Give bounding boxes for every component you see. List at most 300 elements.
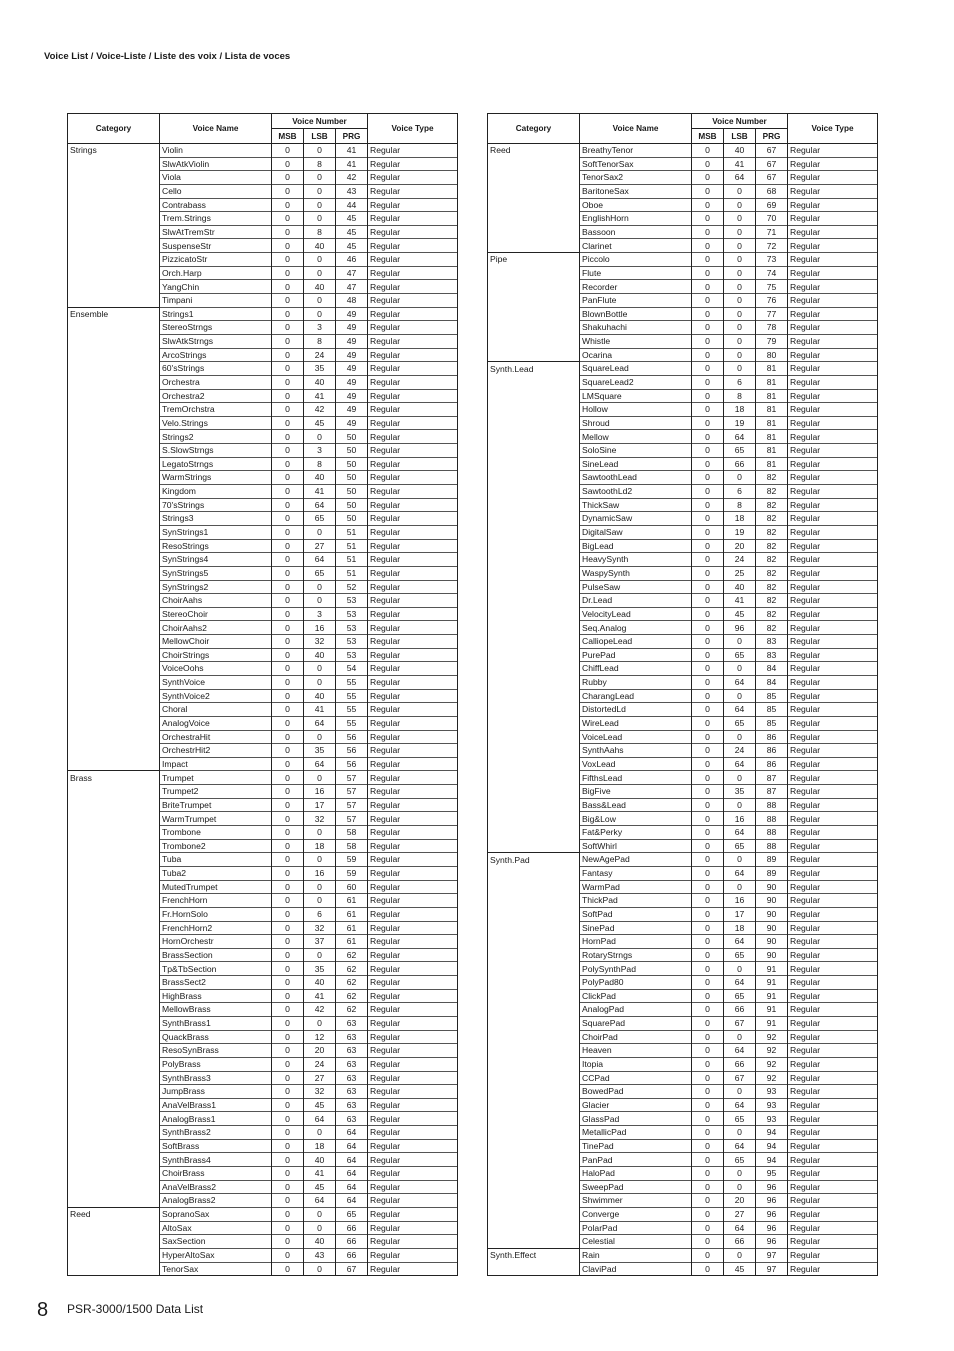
table-row	[488, 771, 878, 785]
table-row	[68, 253, 458, 267]
table-row	[488, 962, 878, 976]
category-cell	[68, 662, 160, 676]
lsb-cell: 8	[304, 334, 336, 348]
lsb-cell: 8	[304, 457, 336, 471]
prg-cell: 63	[336, 1030, 368, 1044]
category-cell	[68, 430, 160, 444]
category-cell	[68, 225, 160, 239]
table-row	[488, 689, 878, 703]
voice-type-cell: Regular	[788, 485, 878, 499]
table-row	[68, 1262, 458, 1276]
category-cell	[488, 294, 580, 308]
lsb-cell: 64	[724, 757, 756, 771]
voice-type-cell: Regular	[788, 225, 878, 239]
category-cell	[68, 485, 160, 499]
lsb-cell: 18	[724, 921, 756, 935]
lsb-cell: 3	[304, 607, 336, 621]
msb-cell: 0	[272, 239, 304, 253]
lsb-cell: 32	[304, 1085, 336, 1099]
lsb-cell: 42	[304, 403, 336, 417]
table-row	[488, 403, 878, 417]
voice-name-cell: CharangLead	[580, 689, 692, 703]
prg-cell: 68	[756, 184, 788, 198]
prg-cell: 90	[756, 935, 788, 949]
msb-cell: 0	[692, 1139, 724, 1153]
msb-cell: 0	[272, 157, 304, 171]
lsb-cell: 0	[724, 294, 756, 308]
voice-name-cell: RotaryStrngs	[580, 948, 692, 962]
prg-cell: 67	[336, 1262, 368, 1276]
table-row	[68, 948, 458, 962]
voice-type-cell: Regular	[368, 839, 458, 853]
table-row	[488, 703, 878, 717]
msb-cell: 0	[692, 1207, 724, 1221]
lsb-cell: 0	[304, 675, 336, 689]
category-cell	[68, 648, 160, 662]
lsb-cell: 0	[724, 225, 756, 239]
prg-cell: 49	[336, 321, 368, 335]
lsb-cell: 0	[304, 294, 336, 308]
prg-cell: 95	[756, 1167, 788, 1181]
prg-cell: 82	[756, 607, 788, 621]
voice-name-cell: DynamicSaw	[580, 512, 692, 526]
voice-name-cell: SoftWhirl	[580, 839, 692, 853]
table-row	[68, 266, 458, 280]
voice-type-cell: Regular	[368, 1194, 458, 1208]
voice-name-cell: AnalogBrass1	[160, 1112, 272, 1126]
prg-cell: 50	[336, 457, 368, 471]
category-cell	[68, 730, 160, 744]
prg-cell: 92	[756, 1044, 788, 1058]
lsb-cell: 65	[724, 1112, 756, 1126]
msb-cell: 0	[692, 1180, 724, 1194]
prg-cell: 52	[336, 580, 368, 594]
lsb-cell: 0	[724, 1248, 756, 1262]
table-row	[68, 757, 458, 771]
msb-cell: 0	[692, 635, 724, 649]
lsb-cell: 40	[304, 1153, 336, 1167]
prg-cell: 74	[756, 266, 788, 280]
table-row	[488, 812, 878, 826]
voice-type-cell: Regular	[788, 430, 878, 444]
msb-cell: 0	[692, 594, 724, 608]
voice-name-cell: SynthBrass4	[160, 1153, 272, 1167]
msb-cell: 0	[692, 948, 724, 962]
voice-number-header: Voice Number	[692, 114, 788, 129]
category-cell	[488, 1180, 580, 1194]
voice-name-cell: Shakuhachi	[580, 321, 692, 335]
table-row	[488, 635, 878, 649]
msb-cell: 0	[692, 294, 724, 308]
lsb-cell: 32	[304, 635, 336, 649]
voice-type-cell: Regular	[368, 948, 458, 962]
voice-name-cell: Dr.Lead	[580, 594, 692, 608]
prg-cell: 85	[756, 703, 788, 717]
voice-type-cell: Regular	[368, 757, 458, 771]
category-cell	[488, 389, 580, 403]
lsb-cell: 40	[724, 580, 756, 594]
msb-cell: 0	[692, 430, 724, 444]
lsb-cell: 0	[724, 471, 756, 485]
voice-type-cell: Regular	[368, 389, 458, 403]
table-row	[488, 321, 878, 335]
category-cell	[488, 798, 580, 812]
msb-cell: 0	[272, 580, 304, 594]
prg-cell: 55	[336, 689, 368, 703]
table-row	[68, 689, 458, 703]
prg-cell: 64	[336, 1126, 368, 1140]
lsb-cell: 0	[724, 362, 756, 376]
table-row	[488, 1071, 878, 1085]
voice-name-cell: AnalogBrass2	[160, 1194, 272, 1208]
category-cell	[68, 962, 160, 976]
table-row	[488, 839, 878, 853]
voice-type-cell: Regular	[788, 525, 878, 539]
table-row	[488, 921, 878, 935]
prg-cell: 90	[756, 880, 788, 894]
msb-cell: 0	[692, 171, 724, 185]
lsb-cell: 18	[304, 1139, 336, 1153]
prg-cell: 61	[336, 907, 368, 921]
prg-cell: 53	[336, 607, 368, 621]
table-row	[68, 962, 458, 976]
voice-type-cell: Regular	[788, 853, 878, 867]
msb-cell: 0	[692, 457, 724, 471]
voice-name-cell: StereoChoir	[160, 607, 272, 621]
lsb-cell: 0	[724, 334, 756, 348]
msb-cell: 0	[272, 1071, 304, 1085]
voice-name-cell: SynthBrass2	[160, 1126, 272, 1140]
footer-title: PSR-3000/1500 Data List	[67, 1302, 204, 1316]
lsb-cell: 0	[724, 184, 756, 198]
table-row	[488, 471, 878, 485]
lsb-cell: 35	[304, 362, 336, 376]
msb-cell: 0	[692, 362, 724, 376]
prg-cell: 56	[336, 730, 368, 744]
voice-type-cell: Regular	[368, 430, 458, 444]
table-row	[488, 1112, 878, 1126]
table-row	[488, 730, 878, 744]
category-cell: Synth.Lead	[488, 362, 580, 376]
msb-cell: 0	[692, 812, 724, 826]
voice-name-cell: BreathyTenor	[580, 144, 692, 158]
table-row	[68, 566, 458, 580]
msb-cell: 0	[692, 921, 724, 935]
msb-cell: 0	[692, 1194, 724, 1208]
table-row	[68, 389, 458, 403]
lsb-cell: 0	[304, 144, 336, 158]
msb-cell: 0	[272, 921, 304, 935]
voice-type-cell: Regular	[368, 1235, 458, 1249]
table-row	[488, 894, 878, 908]
category-cell	[488, 1071, 580, 1085]
msb-cell: 0	[692, 348, 724, 362]
voice-name-cell: Trombone2	[160, 839, 272, 853]
msb-header: MSB	[692, 129, 724, 144]
voice-type-cell: Regular	[788, 157, 878, 171]
voice-name-cell: SineLead	[580, 457, 692, 471]
lsb-cell: 0	[304, 948, 336, 962]
msb-cell: 0	[272, 716, 304, 730]
voice-type-cell: Regular	[368, 253, 458, 267]
table-row	[68, 1207, 458, 1221]
prg-cell: 53	[336, 648, 368, 662]
voice-name-cell: Orch.Harp	[160, 266, 272, 280]
voice-name-cell: WarmStrings	[160, 471, 272, 485]
table-row	[68, 1194, 458, 1208]
msb-cell: 0	[272, 144, 304, 158]
category-cell	[488, 894, 580, 908]
msb-cell: 0	[272, 935, 304, 949]
category-cell	[68, 853, 160, 867]
voice-name-cell: SlwAtkStrngs	[160, 334, 272, 348]
voice-name-cell: BrassSect2	[160, 976, 272, 990]
msb-cell: 0	[692, 416, 724, 430]
table-row	[488, 566, 878, 580]
voice-name-cell: SquarePad	[580, 1017, 692, 1031]
table-row	[488, 1003, 878, 1017]
lsb-cell: 18	[304, 839, 336, 853]
category-cell: Reed	[68, 1207, 160, 1221]
msb-cell: 0	[272, 1098, 304, 1112]
voice-type-cell: Regular	[368, 689, 458, 703]
category-cell	[68, 444, 160, 458]
voice-type-cell: Regular	[788, 1017, 878, 1031]
prg-cell: 91	[756, 962, 788, 976]
msb-cell: 0	[272, 757, 304, 771]
prg-cell: 45	[336, 239, 368, 253]
voice-type-cell: Regular	[788, 348, 878, 362]
voice-type-cell: Regular	[788, 184, 878, 198]
voice-type-cell: Regular	[788, 1057, 878, 1071]
voice-name-cell: Trombone	[160, 826, 272, 840]
prg-cell: 93	[756, 1112, 788, 1126]
msb-cell: 0	[272, 416, 304, 430]
msb-cell: 0	[692, 1221, 724, 1235]
category-cell	[488, 594, 580, 608]
voice-type-cell: Regular	[368, 744, 458, 758]
voice-type-cell: Regular	[368, 525, 458, 539]
lsb-cell: 0	[304, 853, 336, 867]
category-cell	[488, 184, 580, 198]
msb-cell: 0	[692, 444, 724, 458]
category-cell	[488, 1085, 580, 1099]
voice-name-cell: HaloPad	[580, 1167, 692, 1181]
table-row	[488, 1153, 878, 1167]
voice-name-cell: Oboe	[580, 198, 692, 212]
table-row	[488, 907, 878, 921]
voice-name-cell: WarmPad	[580, 880, 692, 894]
category-cell	[68, 212, 160, 226]
msb-cell: 0	[692, 1003, 724, 1017]
msb-cell: 0	[272, 225, 304, 239]
voice-name-cell: PurePad	[580, 648, 692, 662]
lsb-cell: 64	[724, 935, 756, 949]
prg-cell: 47	[336, 280, 368, 294]
category-cell	[488, 648, 580, 662]
prg-cell: 64	[336, 1139, 368, 1153]
table-row	[68, 1044, 458, 1058]
table-row	[488, 1098, 878, 1112]
table-row	[68, 553, 458, 567]
table-row	[68, 375, 458, 389]
prg-cell: 85	[756, 689, 788, 703]
voice-name-cell: Shwimmer	[580, 1194, 692, 1208]
voice-name-cell: SinePad	[580, 921, 692, 935]
msb-cell: 0	[272, 1003, 304, 1017]
table-row	[488, 416, 878, 430]
prg-cell: 59	[336, 866, 368, 880]
table-row	[488, 184, 878, 198]
voice-type-cell: Regular	[368, 853, 458, 867]
category-cell	[488, 744, 580, 758]
msb-cell: 0	[272, 266, 304, 280]
table-row	[68, 853, 458, 867]
msb-cell: 0	[692, 675, 724, 689]
msb-cell: 0	[272, 1085, 304, 1099]
category-cell: Ensemble	[68, 307, 160, 321]
voice-name-cell: Mellow	[580, 430, 692, 444]
voice-type-cell: Regular	[368, 198, 458, 212]
voice-name-cell: SawtoothLd2	[580, 485, 692, 499]
table-row	[488, 594, 878, 608]
msb-cell: 0	[692, 280, 724, 294]
msb-cell: 0	[272, 485, 304, 499]
voice-name-cell: Shroud	[580, 416, 692, 430]
prg-cell: 64	[336, 1167, 368, 1181]
msb-header: MSB	[272, 129, 304, 144]
prg-cell: 71	[756, 225, 788, 239]
voice-type-cell: Regular	[368, 976, 458, 990]
category-cell	[68, 1071, 160, 1085]
voice-type-cell: Regular	[788, 1180, 878, 1194]
voice-name-cell: PolySynthPad	[580, 962, 692, 976]
msb-cell: 0	[692, 1248, 724, 1262]
category-cell	[68, 157, 160, 171]
prg-cell: 91	[756, 1017, 788, 1031]
lsb-cell: 17	[724, 907, 756, 921]
prg-cell: 56	[336, 744, 368, 758]
lsb-cell: 64	[724, 1044, 756, 1058]
category-cell	[488, 212, 580, 226]
msb-cell: 0	[272, 457, 304, 471]
msb-cell: 0	[692, 894, 724, 908]
voice-type-cell: Regular	[788, 198, 878, 212]
lsb-header: LSB	[724, 129, 756, 144]
lsb-cell: 64	[304, 757, 336, 771]
category-cell	[488, 812, 580, 826]
voice-name-cell: SoloSine	[580, 444, 692, 458]
category-cell	[488, 498, 580, 512]
table-row	[488, 294, 878, 308]
table-row	[68, 1030, 458, 1044]
lsb-cell: 0	[304, 266, 336, 280]
voice-name-cell: SoftPad	[580, 907, 692, 921]
voice-type-cell: Regular	[368, 348, 458, 362]
voice-name-cell: FrenchHorn2	[160, 921, 272, 935]
voice-name-cell: Flute	[580, 266, 692, 280]
lsb-cell: 8	[724, 389, 756, 403]
table-row	[488, 785, 878, 799]
category-cell	[488, 716, 580, 730]
lsb-cell: 8	[304, 157, 336, 171]
voice-type-cell: Regular	[788, 375, 878, 389]
lsb-cell: 41	[724, 594, 756, 608]
voice-name-cell: HornPad	[580, 935, 692, 949]
lsb-cell: 0	[724, 1085, 756, 1099]
voice-type-cell: Regular	[788, 362, 878, 376]
voice-name-cell: Heaven	[580, 1044, 692, 1058]
category-cell	[488, 1126, 580, 1140]
msb-cell: 0	[692, 334, 724, 348]
msb-cell: 0	[692, 1098, 724, 1112]
voice-name-cell: Big&Low	[580, 812, 692, 826]
lsb-cell: 0	[724, 280, 756, 294]
voice-type-cell: Regular	[368, 280, 458, 294]
msb-cell: 0	[272, 307, 304, 321]
voice-type-cell: Regular	[788, 553, 878, 567]
voice-name-cell: Orchestra	[160, 375, 272, 389]
voice-name-cell: WireLead	[580, 716, 692, 730]
prg-cell: 62	[336, 976, 368, 990]
table-row	[488, 225, 878, 239]
lsb-cell: 64	[724, 1098, 756, 1112]
table-row	[488, 375, 878, 389]
table-row	[68, 607, 458, 621]
voice-name-cell: TinePad	[580, 1139, 692, 1153]
prg-cell: 56	[336, 757, 368, 771]
table-row	[68, 880, 458, 894]
voice-name-cell: WarmTrumpet	[160, 812, 272, 826]
msb-cell: 0	[272, 1126, 304, 1140]
table-row	[68, 798, 458, 812]
table-row	[488, 757, 878, 771]
voice-type-cell: Regular	[368, 144, 458, 158]
table-row	[488, 621, 878, 635]
prg-cell: 67	[756, 144, 788, 158]
lsb-cell: 64	[304, 716, 336, 730]
category-cell	[488, 607, 580, 621]
lsb-cell: 6	[304, 907, 336, 921]
table-row	[68, 471, 458, 485]
msb-cell: 0	[692, 1153, 724, 1167]
prg-cell: 65	[336, 1207, 368, 1221]
table-row	[488, 948, 878, 962]
category-cell	[488, 1207, 580, 1221]
table-row	[488, 171, 878, 185]
lsb-cell: 66	[724, 457, 756, 471]
voice-name-cell: Tuba2	[160, 866, 272, 880]
prg-cell: 81	[756, 375, 788, 389]
voice-name-cell: Rubby	[580, 675, 692, 689]
prg-cell: 66	[336, 1248, 368, 1262]
category-cell	[488, 1112, 580, 1126]
category-cell	[488, 239, 580, 253]
msb-cell: 0	[692, 853, 724, 867]
prg-cell: 83	[756, 648, 788, 662]
table-row	[68, 539, 458, 553]
category-cell	[488, 1044, 580, 1058]
table-row	[68, 212, 458, 226]
category-cell	[68, 184, 160, 198]
category-cell	[68, 389, 160, 403]
category-cell	[488, 880, 580, 894]
voice-type-cell: Regular	[368, 866, 458, 880]
table-row	[488, 1180, 878, 1194]
category-cell	[68, 703, 160, 717]
voice-name-cell: Celestial	[580, 1235, 692, 1249]
voice-type-cell: Regular	[788, 826, 878, 840]
